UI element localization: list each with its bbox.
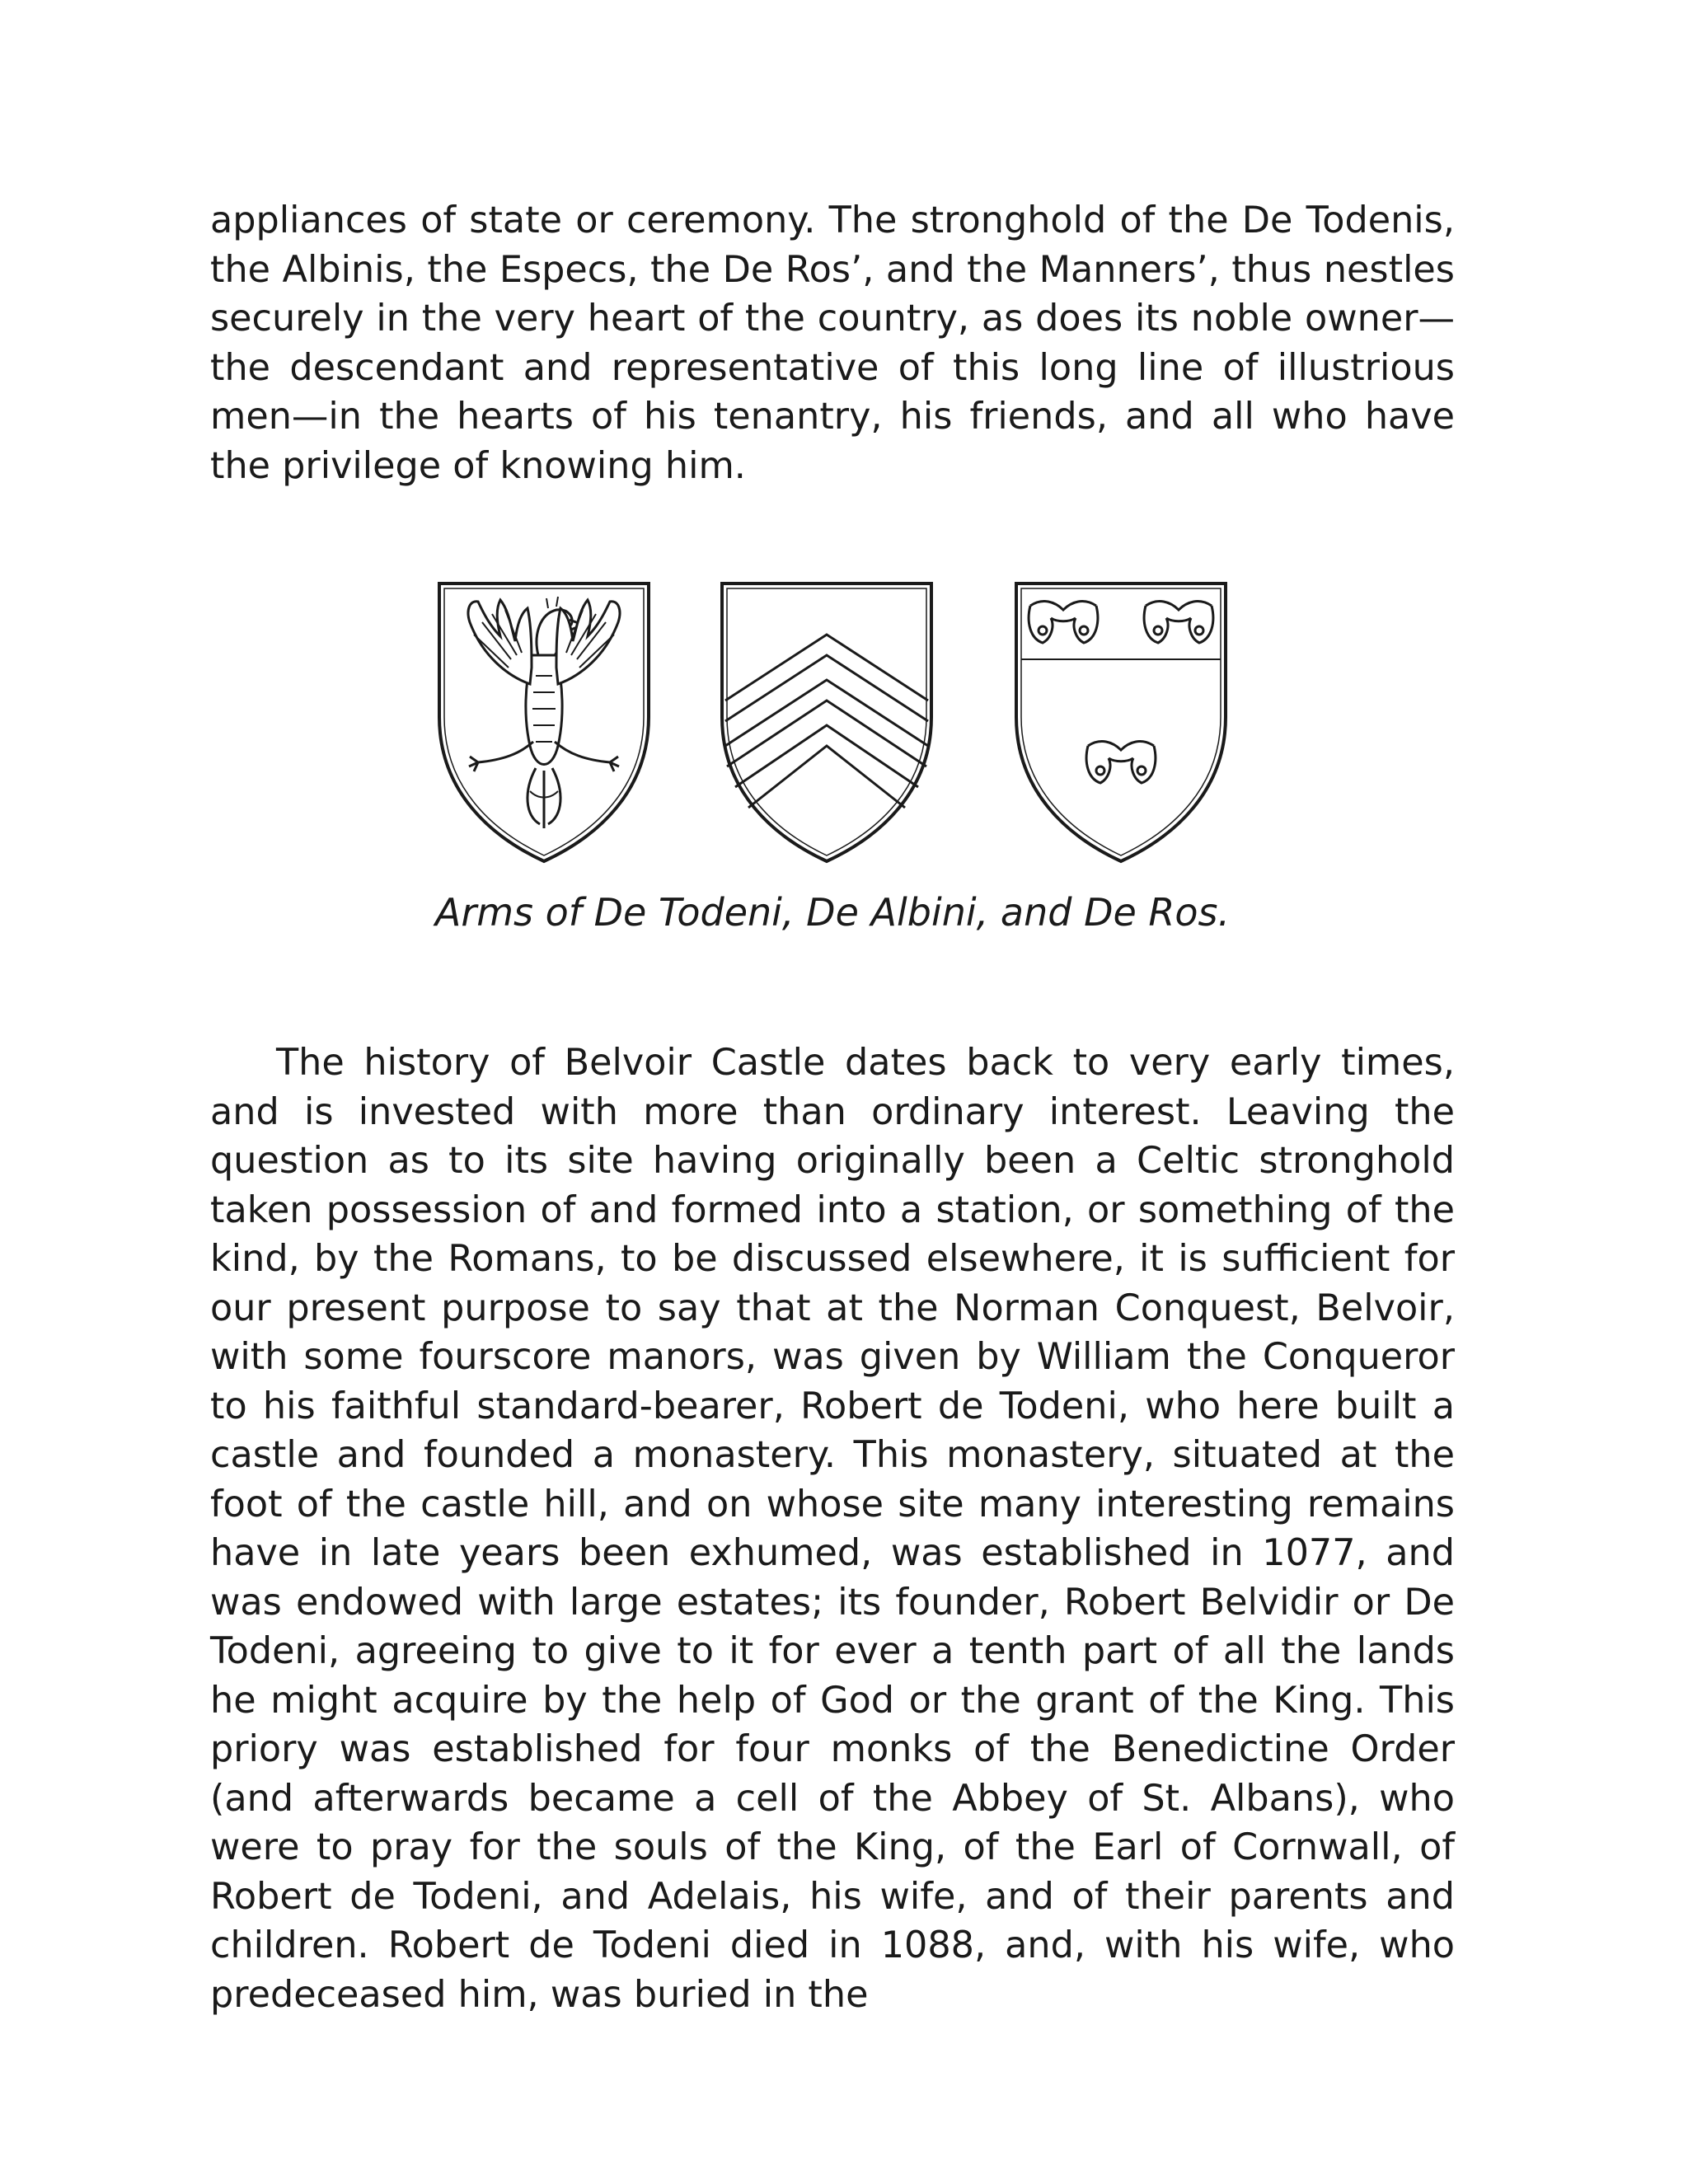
paragraph-1: appliances of state or ceremony. The stronghold of the De Todenis, the Albinis, the Especs, the De Ros’, and the Manners’, thus nestles securely in the very heart of the country, as does its noble owner—the descendant and representative of this long line of illustrious men—in the hearts of his tenantry, his friends, and all who have the privilege of knowing him. [210, 199, 1455, 487]
three-water-bougets-shield-icon [1010, 577, 1232, 865]
page-body [210, 196, 1455, 2019]
eagle-displayed-shield-icon [433, 577, 655, 865]
shields-row [433, 577, 1240, 874]
arms-figure [210, 577, 1455, 1038]
figure-caption: Arms of De Todeni, De Albini, and De Ros. [434, 890, 1231, 935]
three-chevrons-shield-icon [715, 577, 938, 865]
paragraph-2: The history of Belvoir Castle dates back to very early times, and is invested with more than ordinary interest. Leaving the question as to its site having originally been a Celtic stronghold taken possession of and formed into a station, or something of the kind, by the Romans, to be discussed elsewhere, it is sufficient for our present purpose to say that at the Norman Conquest, Belvoir, with some fourscore manors, was given by William the Conqueror to his faithful standard-bearer, Robert de Todeni, who here built a castle and founded a monastery. This monastery, situated at the foot of the castle hill, and on whose site many interesting remains have in late years been exhumed, was established in 1077, and was endowed with large estates; its founder, Robert Belvidir or De Todeni, agreeing to give to it for ever a tenth part of all the lands he might acquire by the help of God or the grant of the King. This priory was established for four monks of the Benedictine Order (and afterwards became a cell of the Abbey of St. Albans), who were to pray for the souls of the King, of the Earl of Cornwall, of Robert de Todeni, and Adelais, his wife, and of their parents and children. Robert de Todeni died in 1088, and, with his wife, who predeceased him, was buried in the [210, 1042, 1455, 2016]
